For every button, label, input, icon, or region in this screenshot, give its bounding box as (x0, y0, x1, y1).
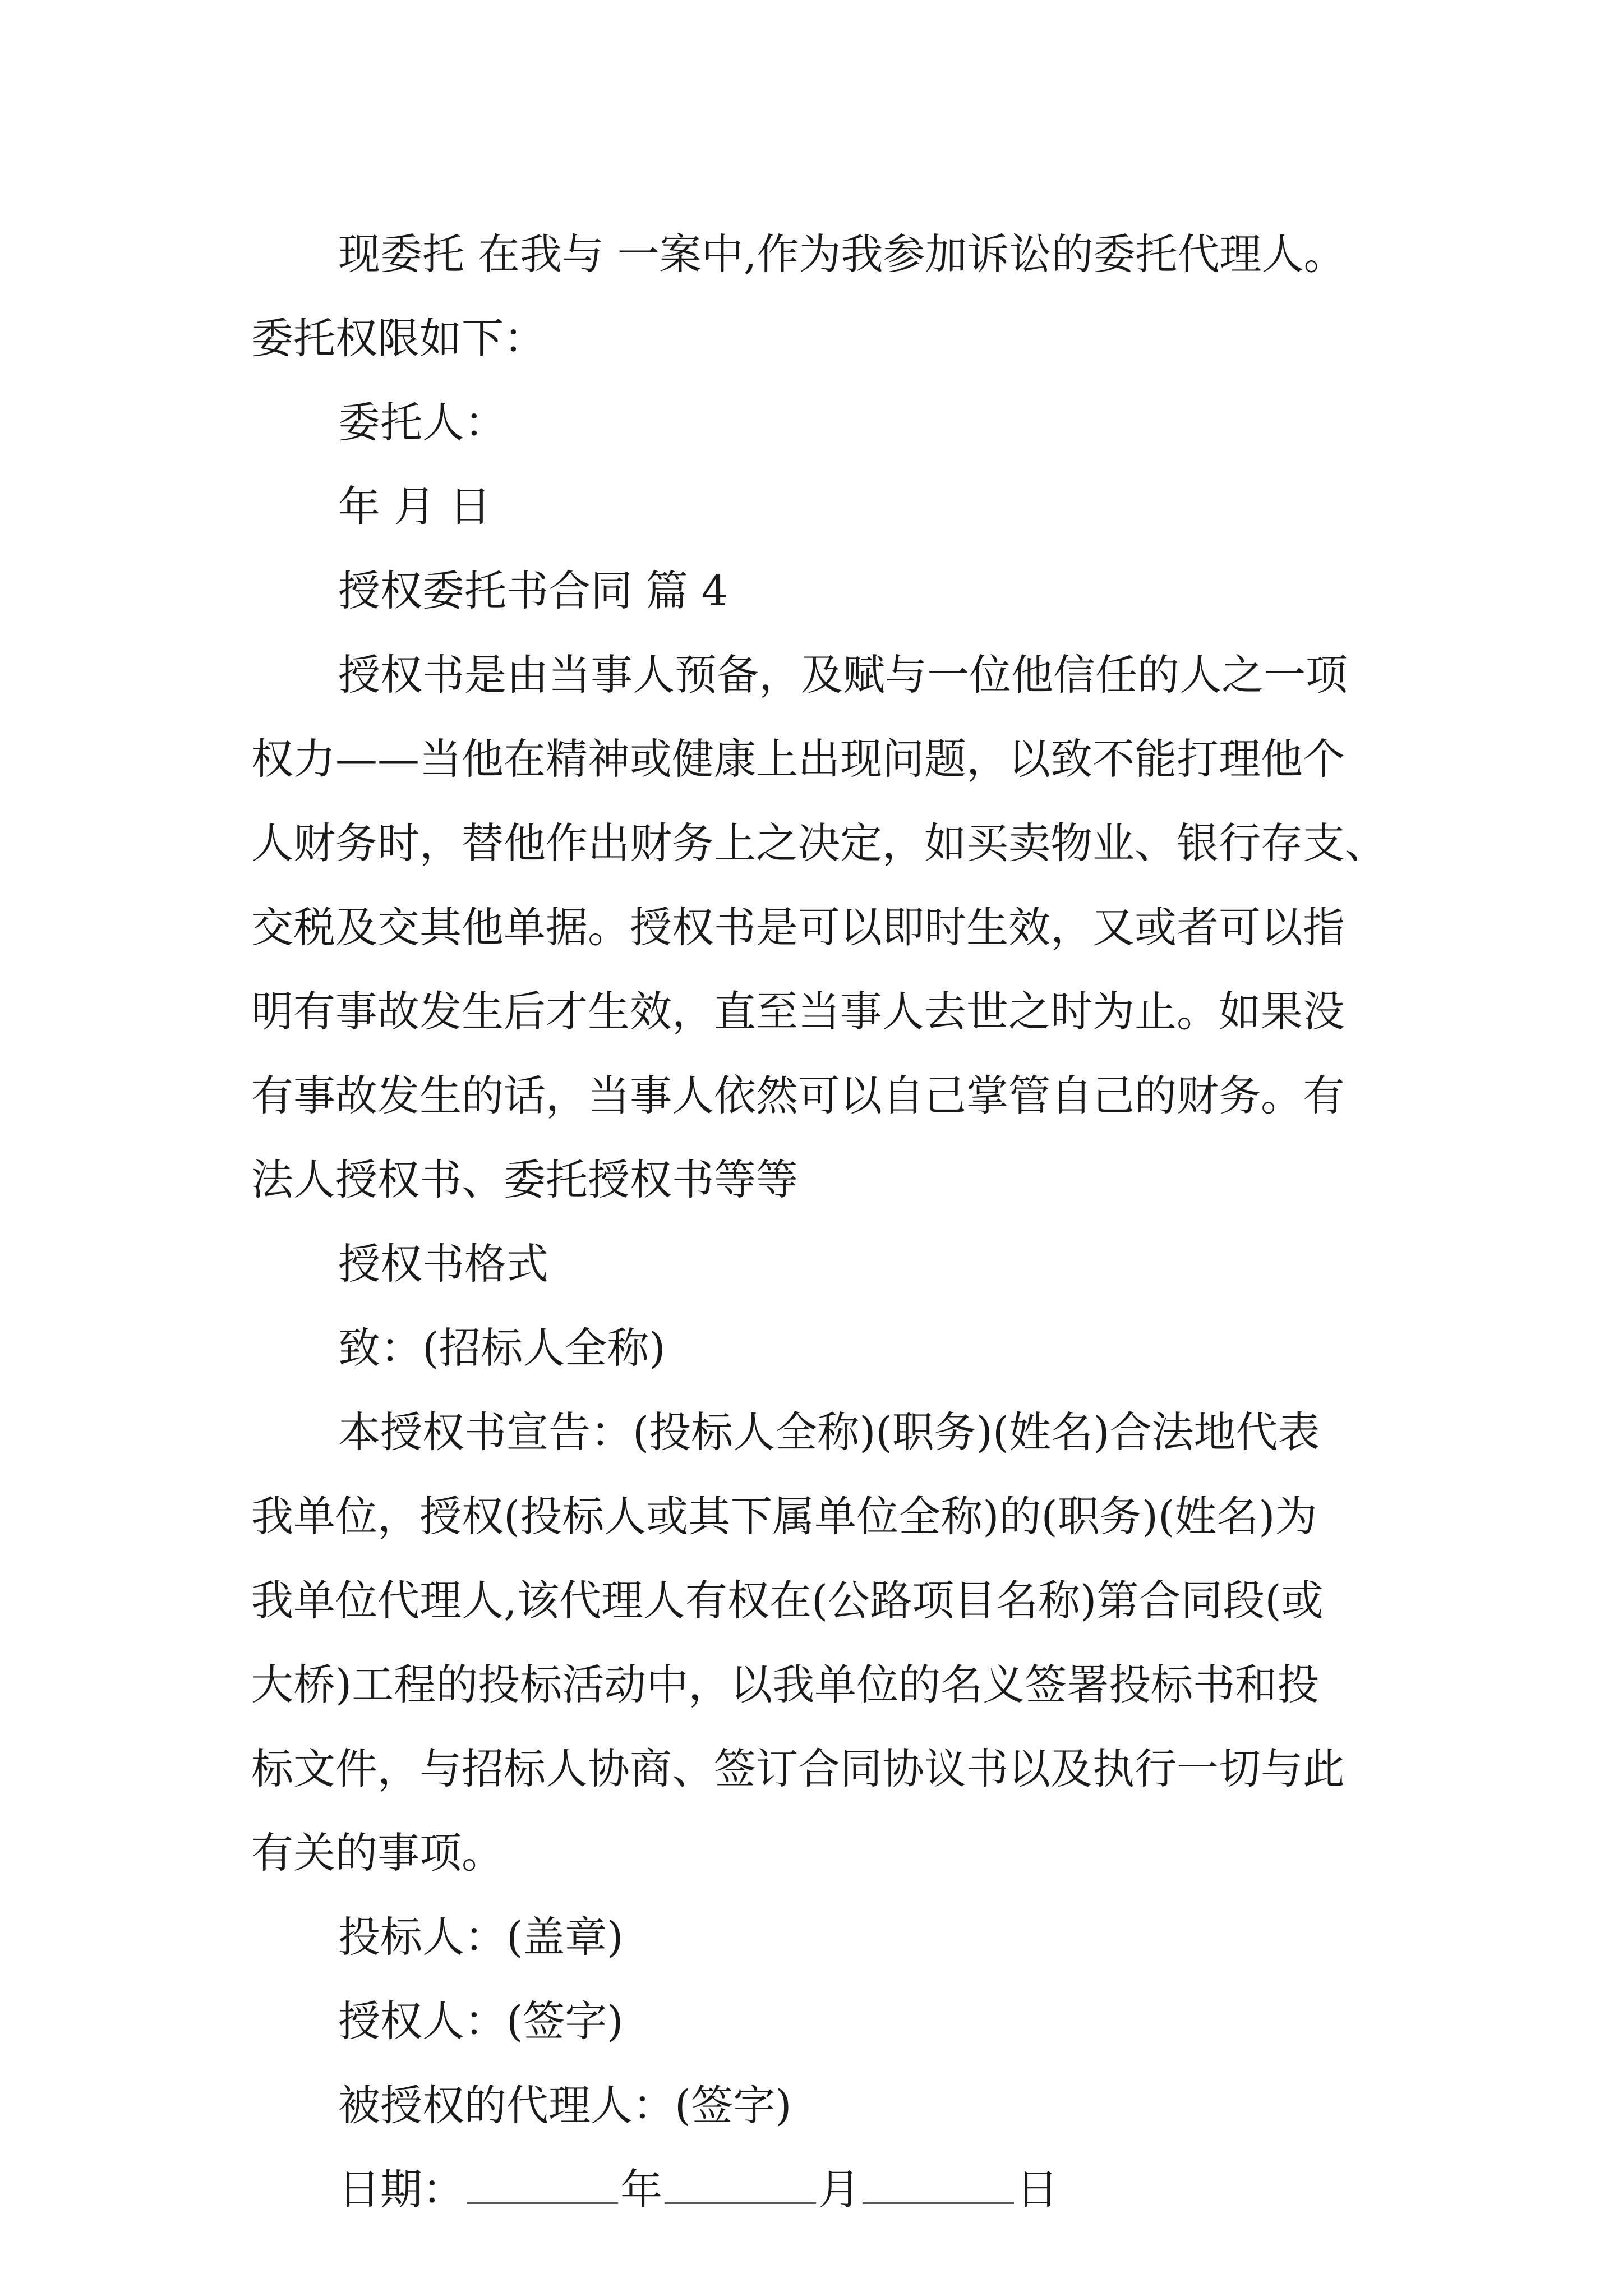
date-placeholder: 年 月 日 (338, 482, 491, 531)
year-blank (467, 2169, 618, 2204)
document-body (251, 212, 1395, 2231)
paragraph-line: 本授权书宣告：(投标人全称)(职务)(姓名)合法地代表 (338, 1407, 1320, 1457)
paragraph-line: 有关的事项。 (251, 1828, 504, 1878)
signature-label: 委托人： (338, 398, 507, 447)
section-heading: 授权委托书合同 篇 4 (338, 566, 728, 615)
day-blank (863, 2169, 1014, 2204)
paragraph-line: 我单位代理人,该代理人有权在(公路项目名称)第合同段(或 (251, 1576, 1324, 1625)
paragraph-line: 法人授权书、委托授权书等等 (251, 1155, 799, 1204)
paragraph-line: 授权书是由当事人预备，及赋与一位他信任的人之一项 (338, 650, 1348, 700)
paragraph-line: 大桥)工程的投标活动中，以我单位的名义签署投标书和投 (251, 1660, 1320, 1709)
month-label: 月 (818, 2165, 861, 2214)
bidder-seal-line: 投标人：(盖章) (338, 1912, 624, 1962)
paragraph-line: 交税及交其他单据。授权书是可以即时生效，又或者可以指 (251, 903, 1345, 952)
agent-sign-line: 被授权的代理人：(签字) (338, 2081, 792, 2130)
paragraph-line: 权力——当他在精神或健康上出现问题，以致不能打理他个 (251, 734, 1345, 784)
date-label: 日期： (338, 2165, 465, 2214)
paragraph-line: 人财务时，替他作出财务上之决定，如买卖物业、银行存支、 (251, 818, 1387, 868)
paragraph-line: 委托权限如下： (251, 314, 546, 363)
paragraph-line: 标文件，与招标人协商、签订合同协议书以及执行一切与此 (251, 1744, 1345, 1793)
year-label: 年 (620, 2165, 663, 2214)
paragraph-line: 有事故发生的话，当事人依然可以自己掌管自己的财务。有 (251, 1071, 1345, 1120)
paragraph-line: 我单位，授权(投标人或其下属单位全称)的(职务)(姓名)为 (251, 1492, 1317, 1541)
paragraph-line: 现委托 在我与 一案中,作为我参加诉讼的委托代理人。 (338, 229, 1346, 279)
subheading: 授权书格式 (338, 1239, 549, 1289)
month-blank (665, 2169, 816, 2204)
paragraph-line: 明有事故发生后才生效，直至当事人去世之时为止。如果没 (251, 987, 1345, 1036)
addressee-line: 致：(招标人全称) (338, 1323, 666, 1373)
authorizer-sign-line: 授权人：(签字) (338, 1996, 624, 2046)
date-line (251, 2147, 1395, 2231)
day-label: 日 (1016, 2165, 1059, 2214)
